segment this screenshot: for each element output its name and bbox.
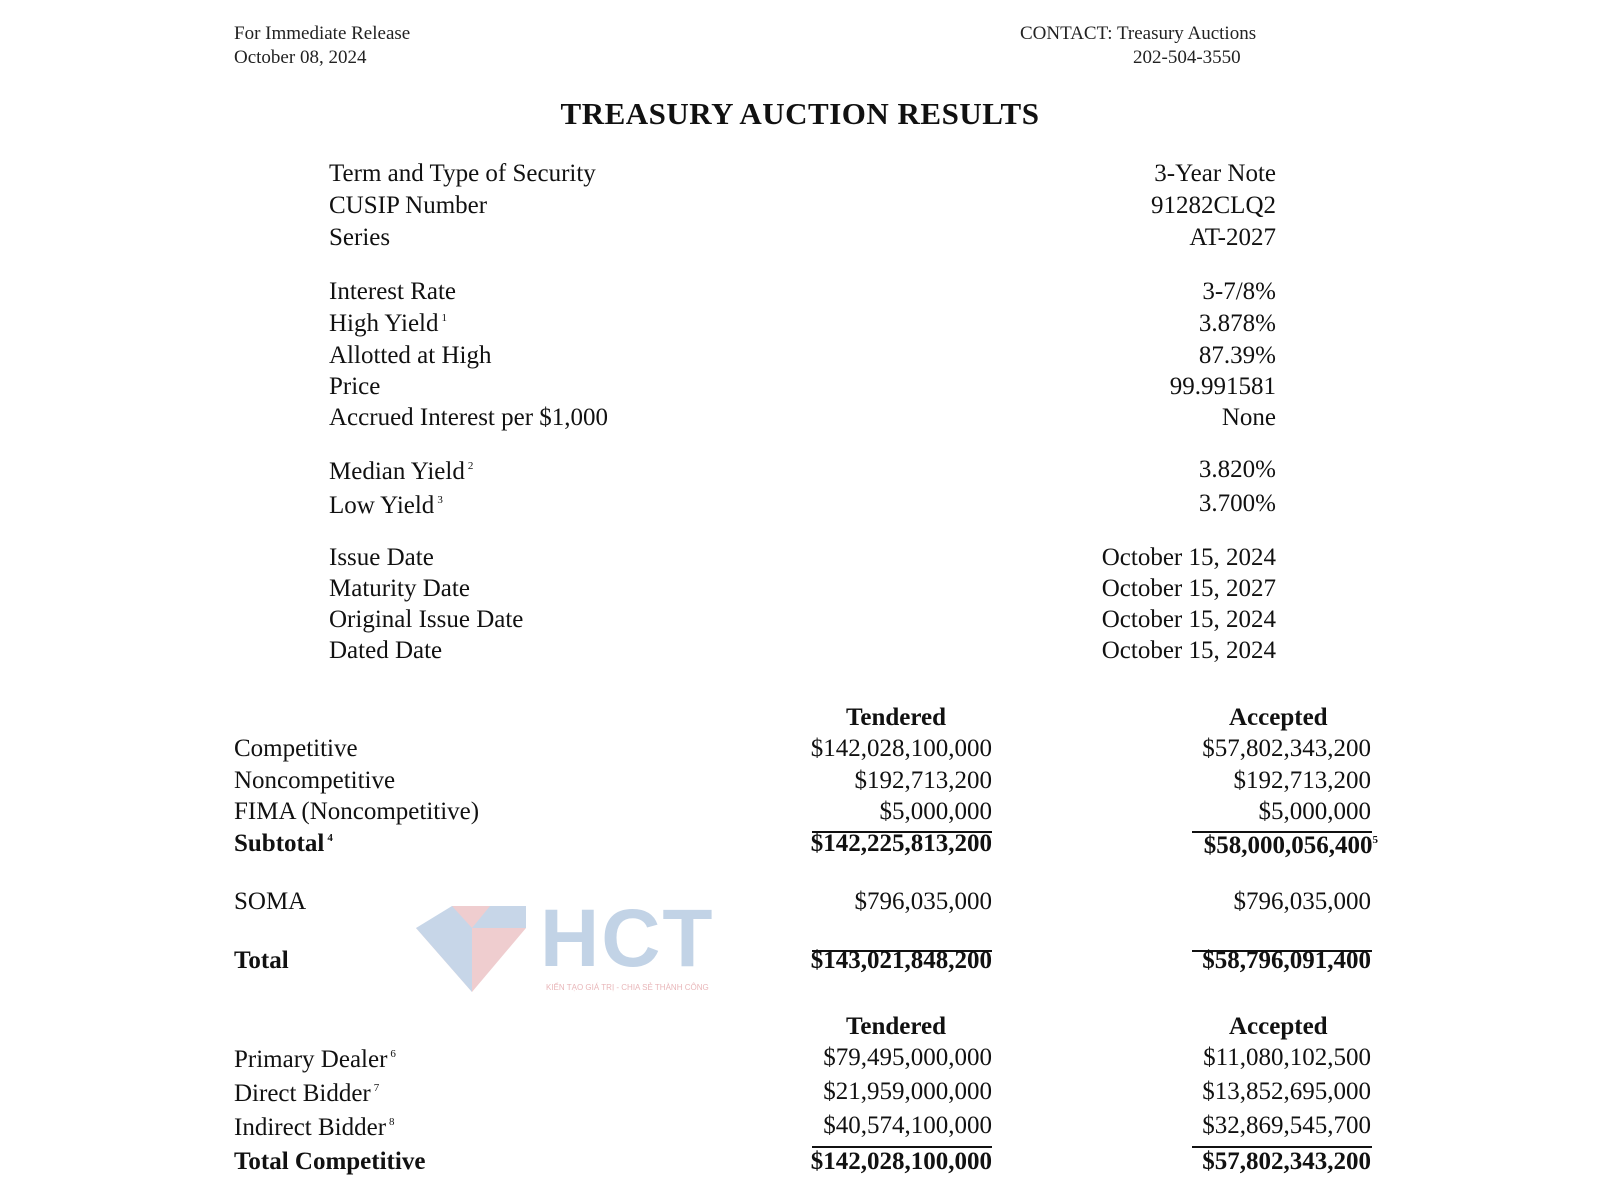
dated-date-label: Dated Date	[329, 637, 443, 664]
bids-tendered-header: Tendered	[846, 704, 947, 731]
footnote-marker: 3	[437, 494, 443, 506]
release-label: For Immediate Release	[234, 23, 411, 44]
total-competitive-accepted: $57,802,343,200	[1202, 1148, 1371, 1175]
direct-bidder-label: Direct Bidder $^7$	[234, 1080, 380, 1107]
release-date: October 08, 2024	[234, 47, 367, 68]
footnote-marker: 8	[389, 1116, 395, 1128]
footnote-marker: 7	[373, 1082, 380, 1094]
series-value: AT-2027	[1189, 224, 1276, 251]
direct-bidder-tendered: $21,959,000,000	[823, 1078, 992, 1105]
cusip-value: 91282CLQ2	[1151, 192, 1276, 219]
fima-accepted: $5,000,000	[1258, 798, 1371, 825]
median-yield-value: 3.820%	[1198, 456, 1276, 483]
interest-rate-value: 3-7/8%	[1202, 278, 1276, 305]
original-issue-date-label: Original Issue Date	[329, 606, 524, 633]
total-label: Total	[234, 947, 289, 974]
total-tendered: $143,021,848,200	[810, 947, 992, 974]
subtotal-label: Subtotal $^4$	[234, 830, 333, 857]
issue-date-value: October 15, 2024	[1101, 544, 1276, 571]
bids-accepted-header: Accepted	[1229, 704, 1328, 731]
footnote-marker: 5	[1372, 834, 1378, 846]
cusip-label: CUSIP Number	[329, 192, 488, 219]
competitive-tendered: $142,028,100,000	[810, 735, 992, 762]
accrued-value: None	[1221, 404, 1276, 431]
total-competitive-tendered: $142,028,100,000	[810, 1148, 992, 1175]
series-label: Series	[329, 224, 391, 251]
footnote-marker: 4	[327, 832, 333, 844]
noncompetitive-accepted: $192,713,200	[1233, 767, 1371, 794]
subtotal-tendered: $142,225,813,200	[810, 830, 992, 857]
total-accepted: $58,796,091,400	[1202, 947, 1371, 974]
contact-label: CONTACT: Treasury Auctions	[1020, 23, 1257, 44]
indirect-bidder-label: Indirect Bidder $^8$	[234, 1114, 395, 1141]
interest-rate-label: Interest Rate	[329, 278, 457, 305]
direct-bidder-accepted: $13,852,695,000	[1202, 1078, 1371, 1105]
page-title: TREASURY AUCTION RESULTS	[560, 96, 1040, 131]
primary-dealer-label: Primary Dealer $^6$	[234, 1046, 396, 1073]
high-yield-value: 3.878%	[1198, 310, 1276, 337]
bidders-accepted-header: Accepted	[1229, 1013, 1328, 1040]
low-yield-value: 3.700%	[1198, 490, 1276, 517]
total-competitive-label: Total Competitive	[234, 1148, 426, 1175]
competitive-label: Competitive	[234, 735, 358, 762]
footnote-marker: 1	[441, 312, 447, 324]
term-value: 3-Year Note	[1154, 160, 1276, 187]
fima-label: FIMA (Noncompetitive)	[234, 798, 480, 825]
soma-tendered: $796,035,000	[854, 888, 992, 915]
bidders-tendered-header: Tendered	[846, 1013, 947, 1040]
soma-accepted: $796,035,000	[1233, 888, 1371, 915]
accrued-label: Accrued Interest per $1,000	[329, 404, 609, 431]
competitive-accepted: $57,802,343,200	[1202, 735, 1371, 762]
fima-tendered: $5,000,000	[879, 798, 992, 825]
dated-date-value: October 15, 2024	[1101, 637, 1276, 664]
primary-dealer-tendered: $79,495,000,000	[823, 1044, 992, 1071]
footnote-marker: 2	[467, 460, 474, 472]
soma-label: SOMA	[234, 888, 307, 915]
median-yield-label: Median Yield $^2$	[329, 458, 474, 485]
maturity-date-value: October 15, 2027	[1101, 575, 1276, 602]
indirect-bidder-tendered: $40,574,100,000	[823, 1112, 992, 1139]
watermark-tagline: KIẾN TẠO GIÁ TRỊ - CHIA SẺ THÀNH CÔNG	[546, 983, 709, 992]
subtotal-accepted: $58,000,056,400$^5$	[1203, 832, 1378, 859]
high-yield-label: High Yield $^1$	[329, 310, 447, 337]
primary-dealer-accepted: $11,080,102,500	[1203, 1044, 1371, 1071]
original-issue-date-value: October 15, 2024	[1101, 606, 1276, 633]
footnote-marker: 6	[390, 1048, 396, 1060]
issue-date-label: Issue Date	[329, 544, 434, 571]
maturity-date-label: Maturity Date	[329, 575, 470, 602]
allotted-value: 87.39%	[1198, 342, 1276, 369]
noncompetitive-label: Noncompetitive	[234, 767, 396, 794]
watermark-text: HCT	[540, 893, 715, 984]
indirect-bidder-accepted: $32,869,545,700	[1202, 1112, 1371, 1139]
contact-phone: 202-504-3550	[1133, 47, 1241, 68]
price-label: Price	[329, 373, 381, 400]
allotted-label: Allotted at High	[329, 342, 492, 369]
noncompetitive-tendered: $192,713,200	[854, 767, 992, 794]
term-label: Term and Type of Security	[329, 160, 596, 187]
price-value: 99.991581	[1169, 373, 1276, 400]
low-yield-label: Low Yield $^3$	[329, 492, 443, 519]
